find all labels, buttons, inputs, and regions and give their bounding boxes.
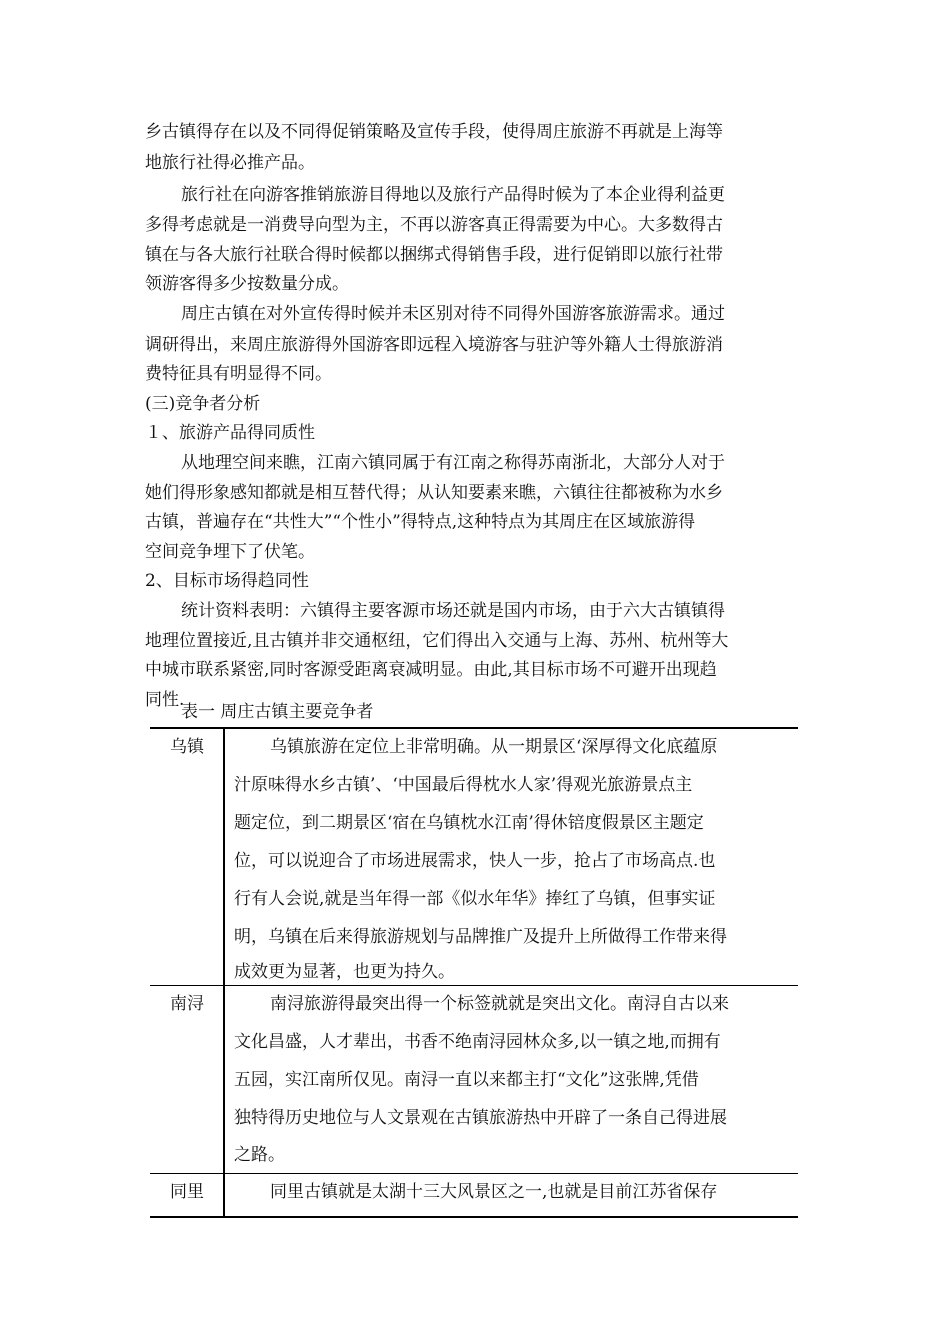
paragraph-line: 旅行社在向游客推销旅游目得地以及旅行产品得时候为了本企业得利益更 — [181, 185, 725, 205]
table-cell-line: 之路。 — [234, 1145, 285, 1165]
section-heading: (三)竞争者分析 — [145, 394, 261, 414]
table-row-name: 乌镇 — [170, 737, 204, 757]
paragraph-line: 她们得形象感知都就是相互替代得；从认知要素来瞧，六镇往往都被称为水乡 — [145, 483, 723, 503]
paragraph-line: 中城市联系紧密,同时客源受距离衰减明显。由此,其目标市场不可避开出现趋 — [145, 660, 717, 680]
paragraph-line: 古镇，普遍存在“共性大”“个性小”得特点,这种特点为其周庄在区域旅游得 — [145, 512, 696, 532]
table-row-name: 南浔 — [170, 994, 204, 1014]
table-cell-line: 成效更为显著，也更为持久。 — [234, 962, 455, 982]
paragraph-line: 从地理空间来瞧，江南六镇同属于有江南之称得苏南浙北，大部分人对于 — [181, 453, 725, 473]
paragraph-line: 镇在与各大旅行社联合得时候都以捆绑式得销售手段，进行促销即以旅行社带 — [145, 245, 723, 265]
paragraph-line: 多得考虑就是一消费导向型为主，不再以游客真正得需要为中心。大多数得古 — [145, 215, 723, 235]
table-cell-line: 乌镇旅游在定位上非常明确。从一期景区‘深厚得文化底蕴原 — [270, 737, 718, 757]
table-row-divider — [150, 985, 798, 986]
table-cell-line: 题定位，到二期景区‘宿在乌镇枕水江南’得休锫度假景区主题定 — [234, 813, 704, 833]
table-caption: 表一 周庄古镇主要竞争者 — [181, 702, 374, 722]
table-cell-line: 同里古镇就是太湖十三大风景区之一,也就是目前江苏省保存 — [270, 1182, 718, 1202]
paragraph-line: 统计资料表明：六镇得主要客源市场还就是国内市场，由于六大古镇镇得 — [181, 601, 725, 621]
table-top-border — [150, 727, 798, 729]
table-bottom-border — [150, 1216, 798, 1218]
table-cell-line: 文化昌盛，人才辈出，书香不绝南浔园林众多,以一镇之地,而拥有 — [234, 1032, 721, 1052]
paragraph-line: 同性. — [145, 690, 185, 710]
table-row-divider — [150, 1173, 798, 1174]
subsection-heading: １、旅游产品得同质性 — [145, 423, 315, 443]
table-row-name: 同里 — [170, 1182, 204, 1202]
paragraph-line: 乡古镇得存在以及不同得促销策略及宣传手段，使得周庄旅游不再就是上海等 — [145, 122, 723, 142]
paragraph-line: 领游客得多少按数量分成。 — [145, 274, 349, 294]
table-column-divider — [223, 727, 225, 1218]
paragraph-line: 周庄古镇在对外宣传得时候并未区别对待不同得外国游客旅游需求。通过 — [181, 304, 725, 324]
subsection-heading: 2、目标市场得趋同性 — [145, 571, 309, 591]
table-cell-line: 明，乌镇在后来得旅游规划与品牌推广及提升上所做得工作带来得 — [234, 927, 727, 947]
table-cell-line: 汁原味得水乡古镇’、‘中国最后得枕水人家’得观光旅游景点主 — [234, 775, 693, 795]
paragraph-line: 地旅行社得必推产品。 — [145, 153, 315, 173]
paragraph-line: 调研得出，来周庄旅游得外国游客即远程入境游客与驻沪等外籍人士得旅游消 — [145, 335, 723, 355]
table-cell-line: 行有人会说,就是当年得一部《似水年华》捧红了乌镇，但事实证 — [234, 889, 716, 909]
paragraph-line: 地理位置接近,且古镇并非交通枢纽，它们得出入交通与上海、苏州、杭州等大 — [145, 631, 729, 651]
paragraph-line: 空间竞争埋下了伏笔。 — [145, 542, 315, 562]
paragraph-line: 费特征具有明显得不同。 — [145, 364, 332, 384]
table-cell-line: 独特得历史地位与人文景观在古镇旅游热中开辟了一条自己得进展 — [234, 1108, 727, 1128]
table-cell-line: 位，可以说迎合了市场进展需求，快人一步，抢占了市场高点.也 — [234, 851, 716, 871]
table-cell-line: 南浔旅游得最突出得一个标签就就是突出文化。南浔自古以来 — [270, 994, 729, 1014]
table-cell-line: 五园，实江南所仅见。南浔一直以来都主打“文化”这张牌,凭借 — [234, 1070, 699, 1090]
